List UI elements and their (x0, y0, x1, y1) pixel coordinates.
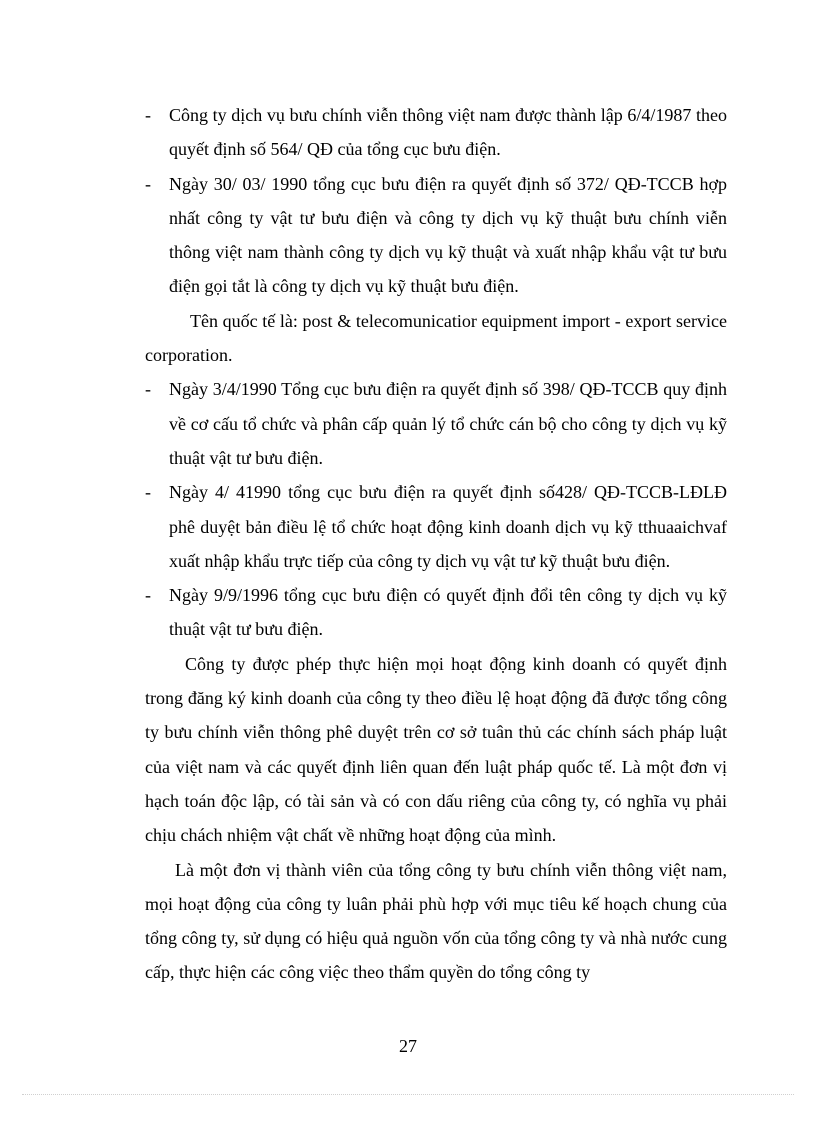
bullet-marker: - (145, 173, 151, 194)
list-item-text: Ngày 3/4/1990 Tổng cục bưu điện ra quyết định số 398/ QĐ-TCCB quy định về cơ cấu tổ chức và phân cấp quản lý tổ chức cán bộ cho công ty dịch vụ kỹ thuật vật tư bưu điện. (169, 379, 727, 468)
body-paragraph-2: Là một đơn vị thành viên của tổng công ty bưu chính viễn thông việt nam, mọi hoạt động của công ty luân phải phù hợp với mục tiêu kế hoạch chung của tổng công ty, sử dụng có hiệu quả nguồn vốn của tổng công ty và nhà nước cung cấp, thực hiện các công việc theo thẩm quyền do tổng công ty (145, 859, 727, 983)
page-bottom-divider (22, 1094, 794, 1095)
list-item (145, 578, 727, 647)
list-item (145, 475, 727, 578)
list-item (145, 167, 727, 304)
list-item-text: Ngày 30/ 03/ 1990 tổng cục bưu điện ra quyết định số 372/ QĐ-TCCB hợp nhất công ty vật tư bưu điện và công ty dịch vụ kỹ thuật bưu chính viễn thông việt nam thành công ty dịch vụ kỹ thuật và xuất nhập khẩu vật tư bưu điện gọi tắt là công ty dịch vụ kỹ thuật bưu điện. (169, 173, 727, 297)
bullet-marker: - (145, 379, 151, 400)
bullet-marker: - (145, 482, 151, 503)
list-item-text: Ngày 9/9/1996 tổng cục bưu điện có quyết định đổi tên công ty dịch vụ kỹ thuật vật tư bưu điện. (169, 585, 727, 640)
international-name-paragraph: Tên quốc tế là: post & telecomunicatior equipment import - export service corporation. (145, 310, 727, 366)
body-paragraph-1: Công ty được phép thực hiện mọi hoạt động kinh doanh có quyết định trong đăng ký kinh doanh của công ty theo điều lệ hoạt động đã được tổng công ty bưu chính viễn thông phê duyệt trên cơ sở tuân thủ các chính sách pháp luật của việt nam và các quyết định liên quan đến luật pháp quốc tế. Là một đơn vị hạch toán độc lập, có tài sản và có con dấu riêng của công ty, có nghĩa vụ phải chịu chách nhiệm vật chất về những hoạt động của mình. (145, 653, 727, 846)
bullet-marker: - (145, 585, 151, 606)
bullet-marker: - (145, 105, 151, 125)
list-item (145, 98, 727, 167)
list-item-text: Công ty dịch vụ bưu chính viễn thông việt nam được thành lập 6/4/1987 theo quyết định số 564/ QĐ của tổng cục bưu điện. (169, 105, 727, 160)
list-item-text: Ngày 4/ 41990 tổng cục bưu điện ra quyết định số428/ QĐ-TCCB-LĐLĐ phê duyệt bản điều lệ tổ chức hoạt động kinh doanh dịch vụ kỹ tthuaaichvaf xuất nhập khẩu trực tiếp của công ty dịch vụ vật tư kỹ thuật bưu điện. (169, 482, 727, 571)
page-number: 27 (399, 1036, 417, 1056)
list-item (145, 372, 727, 475)
page-body (145, 98, 727, 990)
